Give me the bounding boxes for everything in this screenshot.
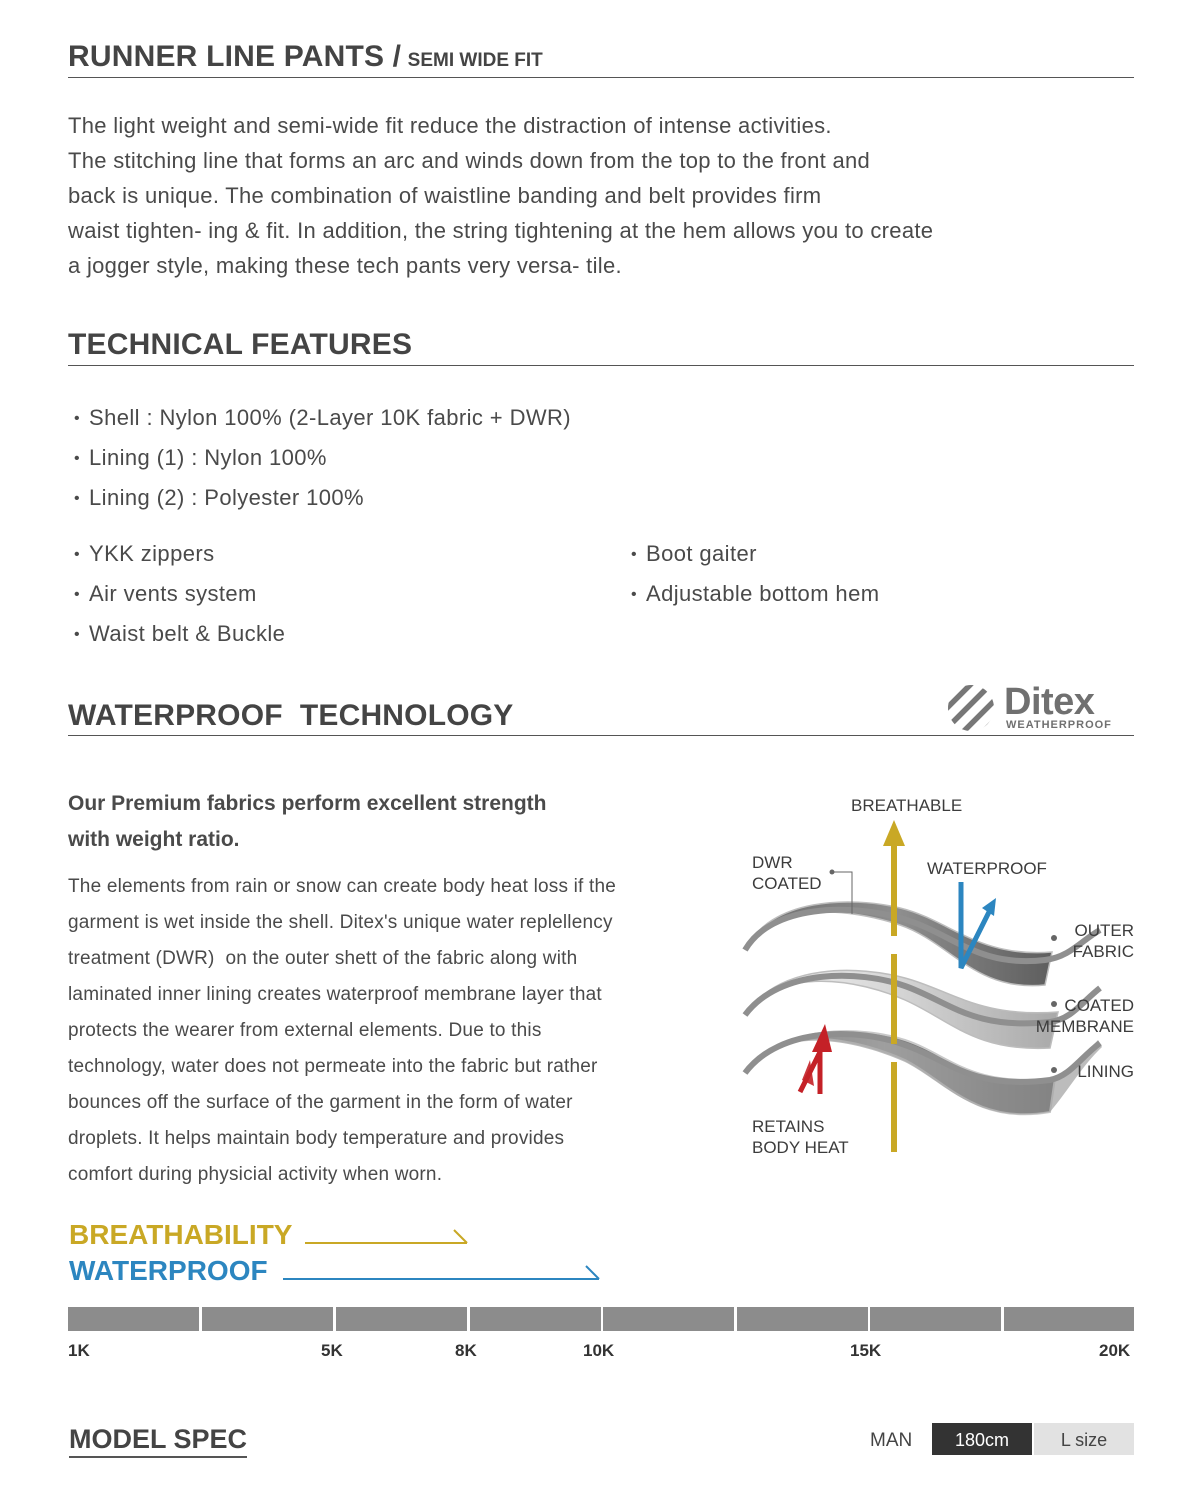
outer-line: OUTER <box>1074 921 1134 940</box>
model-gender: MAN <box>870 1430 913 1451</box>
material-item: • Lining (2) : Polyester 100% <box>68 485 364 511</box>
title-separator: / <box>392 40 402 73</box>
body-line: technology, water does not permeate into the fabric but rather <box>68 1056 598 1077</box>
coated-membrane-label <box>1030 995 1134 1037</box>
retains-body-heat-label <box>752 1116 849 1158</box>
ditex-logo <box>946 683 1136 733</box>
technical-divider <box>68 365 1134 366</box>
retains-line: RETAINS <box>752 1117 825 1136</box>
feature-item: • Waist belt & Buckle <box>68 621 285 647</box>
scale-segment <box>202 1307 333 1331</box>
model-spec-heading: MODEL SPEC <box>69 1424 247 1458</box>
feature-item: • Adjustable bottom hem <box>625 581 879 607</box>
body-line: bounces off the surface of the garment in the form of water <box>68 1092 573 1113</box>
scale-segment <box>470 1307 601 1331</box>
ditex-logo-icon <box>946 683 996 733</box>
scale-tick-label: 5K <box>321 1341 343 1360</box>
scale-tick-label: 1K <box>68 1341 90 1360</box>
intro-paragraph <box>68 108 1148 283</box>
product-name: RUNNER LINE PANTS <box>68 40 385 73</box>
lining-label: LINING <box>1077 1062 1134 1081</box>
intro-line: waist tighten- ing & fit. In addition, the string tightening at the hem allows you to create <box>68 218 934 243</box>
scale-segment <box>870 1307 1001 1331</box>
lead-line: Our Premium fabrics perform excellent strength <box>68 792 547 815</box>
feature-item: • Boot gaiter <box>625 541 757 567</box>
breathability-rating-label: BREATHABILITY <box>69 1219 293 1250</box>
intro-line: back is unique. The combination of waistline banding and belt provides firm <box>68 183 822 208</box>
body-line: protects the wearer from external elements. Due to this <box>68 1020 542 1041</box>
breathable-arrow-head <box>883 820 905 846</box>
breathability-arrow <box>305 1230 467 1243</box>
material-item: • Shell : Nylon 100% (2-Layer 10K fabric + DWR) <box>68 405 571 431</box>
feature-item: • Air vents system <box>68 581 257 607</box>
lead-line: with weight ratio. <box>68 828 240 851</box>
scale-segment <box>336 1307 467 1331</box>
page-title <box>68 40 543 74</box>
scale-tick-label: 10K <box>583 1341 615 1360</box>
model-height-badge: 180cm <box>932 1423 1032 1455</box>
membrane-line: MEMBRANE <box>1035 1017 1134 1036</box>
body-line: droplets. It helps maintain body temperature and provides <box>68 1128 565 1149</box>
title-divider <box>68 77 1134 78</box>
scale-segment <box>1004 1307 1134 1331</box>
material-item: • Lining (1) : Nylon 100% <box>68 445 327 471</box>
intro-line: The light weight and semi-wide fit reduce the distraction of intense activities. <box>68 113 832 138</box>
ditex-tagline: WEATHERPROOF <box>1006 719 1112 731</box>
scale-segment <box>737 1307 868 1331</box>
ditex-wordmark: Ditex <box>1004 681 1095 723</box>
intro-line: a jogger style, making these tech pants very versa- tile. <box>68 253 622 278</box>
body-line: comfort during physicial activity when worn. <box>68 1164 443 1185</box>
feature-item: • YKK zippers <box>68 541 214 567</box>
scale-tick-label: 20K <box>1099 1341 1131 1360</box>
waterproof-label: WATERPROOF <box>927 859 1047 878</box>
fit-subtitle: SEMI WIDE FIT <box>407 50 543 71</box>
body-line: The elements from rain or snow can create body heat loss if the <box>68 876 617 897</box>
scale-tick-label: 15K <box>850 1341 882 1360</box>
scale-tick-label: 8K <box>455 1341 477 1360</box>
waterproof-technology-heading: WATERPROOF TECHNOLOGY <box>68 699 514 732</box>
technical-features-heading: TECHNICAL FEATURES <box>68 328 413 361</box>
waterproof-divider <box>68 735 1134 736</box>
membrane-line: COATED <box>1064 996 1134 1015</box>
body-line: garment is wet inside the shell. Ditex's unique water replellency <box>68 912 613 933</box>
scale-segment <box>68 1307 199 1331</box>
scale-segment <box>603 1307 734 1331</box>
waterproof-rating-label: WATERPROOF <box>69 1255 268 1286</box>
retains-line: BODY HEAT <box>752 1138 849 1157</box>
dwr-line: DWR <box>752 853 793 872</box>
waterproof-description <box>68 869 718 1193</box>
intro-line: The stitching line that forms an arc and winds down from the top to the front and <box>68 148 871 173</box>
waterproof-arrow-line <box>283 1266 599 1279</box>
fabric-layer-diagram <box>740 790 1140 1170</box>
rating-arrows <box>0 1220 1200 1290</box>
outer-fabric-label <box>1058 920 1134 962</box>
dwr-line: COATED <box>752 874 822 893</box>
body-line: laminated inner lining creates waterproof membrane layer that <box>68 984 602 1005</box>
outer-line: FABRIC <box>1072 942 1134 961</box>
dwr-coated-label <box>752 852 822 894</box>
lead-text <box>68 786 546 858</box>
breathable-label: BREATHABLE <box>851 796 963 815</box>
body-line: treatment (DWR) on the outer shett of the fabric along with <box>68 948 578 969</box>
model-size-badge: L size <box>1034 1423 1134 1455</box>
